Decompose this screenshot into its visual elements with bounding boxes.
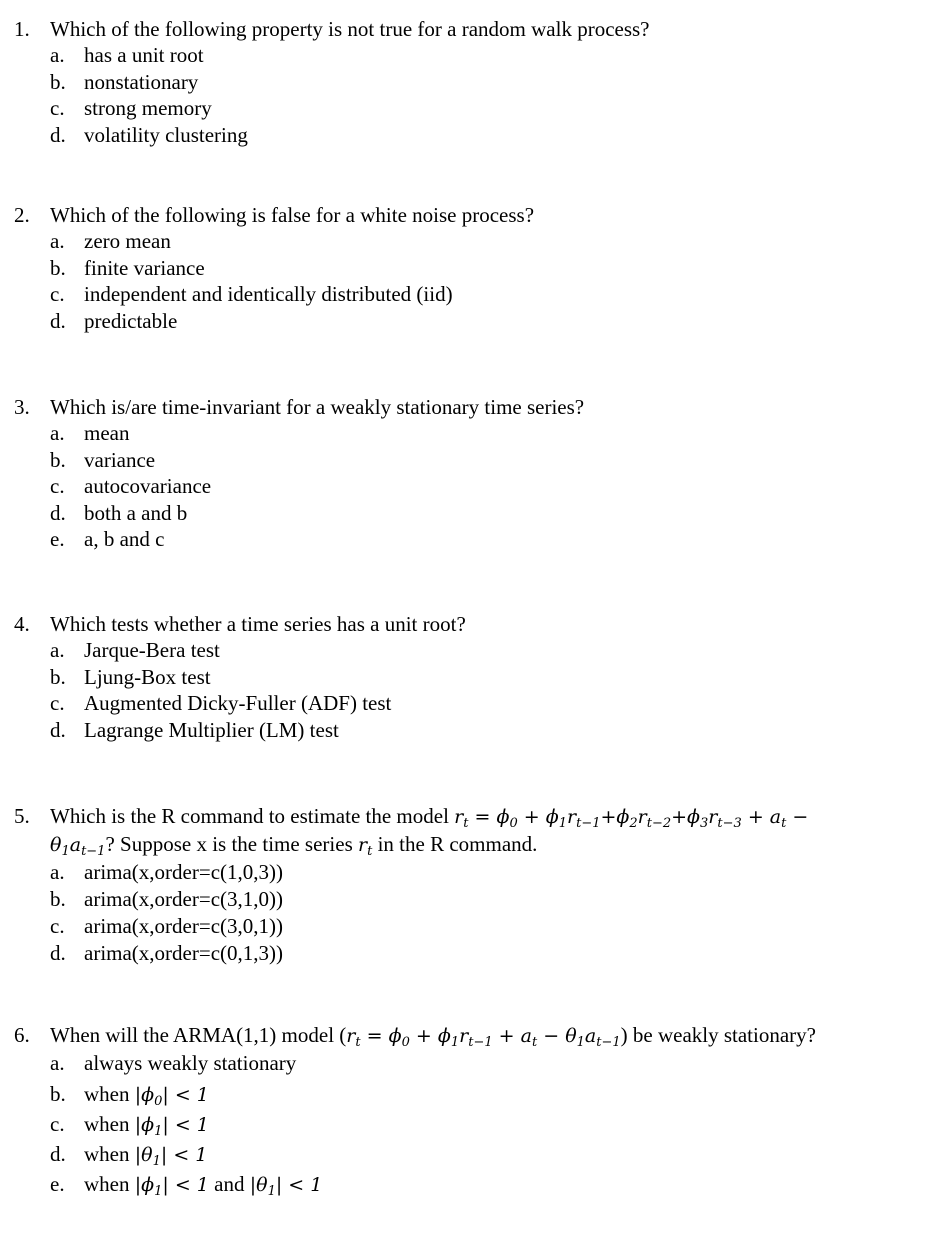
option: d. Lagrange Multiplier (LM) test <box>50 717 339 742</box>
option: b. when $|\phi_0| < 1$ <box>50 1082 209 1109</box>
option: c. strong memory <box>50 96 212 120</box>
option: e. when $|\phi_1| < 1$ and $|\theta_1| < 1$ <box>50 1172 323 1199</box>
option: a. Jarque-Bera test <box>50 638 220 662</box>
question-text: When will the ARMA(1,1) model $(r_t = \phi_0 + \phi_1r_{t-1} + a_t - \theta_1a_{t-1})$ be weakly stationary? <box>50 1023 816 1050</box>
option: a. always weakly stationary <box>50 1051 297 1075</box>
question-4 <box>0 611 940 743</box>
question-6 <box>0 1022 940 1199</box>
question-5 <box>0 803 940 967</box>
option: d. volatility clustering <box>50 122 248 147</box>
option: d. when $|\theta_1| < 1$ <box>50 1142 208 1169</box>
option: b. finite variance <box>50 255 205 280</box>
question-text: Which of the following property is not true for a random walk process? <box>50 17 650 41</box>
question-number: 4. <box>14 612 30 636</box>
option: b. arima(x,order=c(3,1,0)) <box>50 887 283 911</box>
option: c. arima(x,order=c(3,0,1)) <box>50 914 283 938</box>
option: a. has a unit root <box>50 43 204 67</box>
option: b. Ljung-Box test <box>50 664 211 689</box>
question-text: Which is the R command to estimate the model $r_t = \phi_0 + \phi_1r_{t-1}+\phi_2r_{t-2}+\phi_3r_{t-3} + a_t$ − <box>50 804 809 831</box>
question-2 <box>0 202 940 334</box>
question-text: Which tests whether a time series has a unit root? <box>50 612 466 636</box>
option: a. zero mean <box>50 229 171 253</box>
question-number: 1. <box>14 17 30 41</box>
option: a. arima(x,order=c(1,0,3)) <box>50 860 283 884</box>
option: d. predictable <box>50 308 178 333</box>
question-text: Which of the following is false for a white noise process? <box>50 203 535 227</box>
condition-math: $|\theta_1| < 1$ <box>134 1144 208 1169</box>
question-number: 3. <box>14 395 30 419</box>
question-number: 5. <box>14 804 30 828</box>
condition-math: $|\phi_1| < 1$ <box>134 1114 209 1139</box>
arma-equation: $r_t = \phi_0 + \phi_1r_{t-1} + a_t - \theta_1a_{t-1}$ <box>346 1025 621 1050</box>
condition-math: $|\phi_0| < 1$ <box>134 1084 209 1109</box>
question-text-continued: $\theta_1a_{t-1}$? Suppose x is the time series $r_t$ in the R command. <box>50 832 538 859</box>
option: b. variance <box>50 447 156 472</box>
option: c. autocovariance <box>50 474 212 498</box>
option: c. when $|\phi_1| < 1$ <box>50 1112 209 1139</box>
question-3 <box>0 394 940 553</box>
option: a. mean <box>50 421 130 445</box>
option: c. Augmented Dicky-Fuller (ADF) test <box>50 691 392 715</box>
condition-math: $|\phi_1| < 1$ <box>134 1174 209 1199</box>
question-1 <box>0 16 940 148</box>
option: d. both a and b <box>50 500 188 525</box>
question-number: 2. <box>14 203 30 227</box>
option: e. a, b and c <box>50 527 165 551</box>
question-number: 6. <box>14 1023 30 1047</box>
option: d. arima(x,order=c(0,1,3)) <box>50 941 283 965</box>
question-text: Which is/are time-invariant for a weakly stationary time series? <box>50 395 585 419</box>
option: c. independent and identically distributed (iid) <box>50 282 453 306</box>
option: b. nonstationary <box>50 69 199 94</box>
condition-math: $|\theta_1| < 1$ <box>249 1174 323 1199</box>
model-equation: $r_t = \phi_0 + \phi_1r_{t-1}+\phi_2r_{t-2}+\phi_3r_{t-3} + a_t$ − <box>454 806 809 831</box>
